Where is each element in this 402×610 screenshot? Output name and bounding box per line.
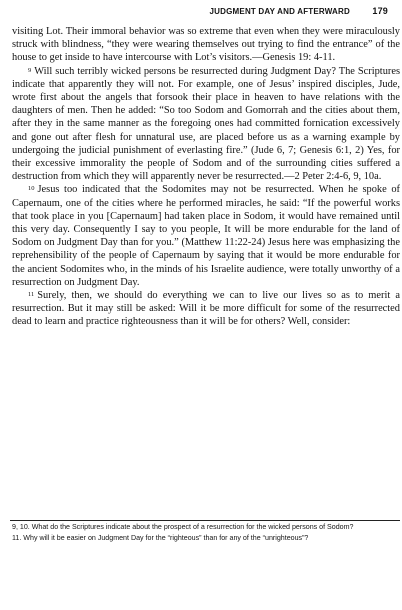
paragraph-number: 11	[28, 291, 35, 299]
page-number: 179	[372, 6, 388, 16]
paragraph-number: 9	[28, 66, 32, 74]
running-head	[0, 4, 402, 18]
study-questions	[12, 523, 398, 544]
study-question: 11. Why will it be easier on Judgment Day for the “righteous” than for any of the “unrighteous”?	[12, 533, 309, 542]
running-head-title: JUDGMENT DAY AND AFTERWARD	[209, 7, 350, 16]
footnote-divider	[10, 520, 400, 521]
paragraph-continued	[12, 25, 400, 65]
paragraph-11	[12, 289, 400, 329]
paragraph-text: Jesus too indicated that the Sodomites may not be resurrected. When he spoke of Capernaum, one of the cities where he performed miracles, he said: “If the powerful works that took place in you [Capernaum] had taken place in Sodom, it would have remained until this very day. Consequently I say to you people, It will be more endurable for the land of Sodom on Judgment Day than for you.” (Matthew 11:22-24) Jesus here was emphasizing the reprehensibility of the people of Capernaum by saying that it would be more endurable for the ancient Sodomites who, in the minds of his Israelite audience, were totally unworthy of a resurrection on Judgment Day.	[12, 184, 400, 288]
paragraph-text: visiting Lot. Their immoral behavior was so extreme that even when they were miraculously struck with blindness, “they were wearing themselves out trying to find the entrance” of the house to get inside to have intercourse with Lot’s visitors.—Genesis 19: 4-11.	[12, 26, 400, 64]
paragraph-9	[12, 65, 400, 184]
paragraph-10	[12, 183, 400, 289]
paragraph-text: Surely, then, we should do everything we can to live our lives so as to merit a resurrection. But it may still be asked: Will it be more difficult for some of the resurrected dead to learn and practice righteousness than it will be for others? Well, consider:	[12, 290, 400, 328]
study-question: 9, 10. What do the Scriptures indicate about the prospect of a resurrection for the wicked persons of Sodom?	[12, 523, 354, 531]
paragraph-number: 10	[28, 185, 35, 193]
paragraph-text: Will such terribly wicked persons be resurrected during Judgment Day? The Scriptures indicate that apparently they will not. For example, one of Jesus’ inspired disciples, Jude, wrote first about the angels that forsook their place in heaven to have relations with the daughters of men. Then he added: “So too Sodom and Gomorrah and the cities about them, after they in the same manner as the foregoing ones had committed fornication excessively and gone out after flesh for unnatural use, are placed before us as a warning example by undergoing the judicial punishment of everlasting fire.” (Jude 6, 7; Genesis 6:1, 2) Yes, for their excessive immorality the people of Sodom and of the surrounding cities suffered a destruction from which they will apparently never be resurrected.—2 Peter 2:4-6, 9, 10a.	[12, 65, 400, 183]
body-text	[12, 25, 400, 329]
